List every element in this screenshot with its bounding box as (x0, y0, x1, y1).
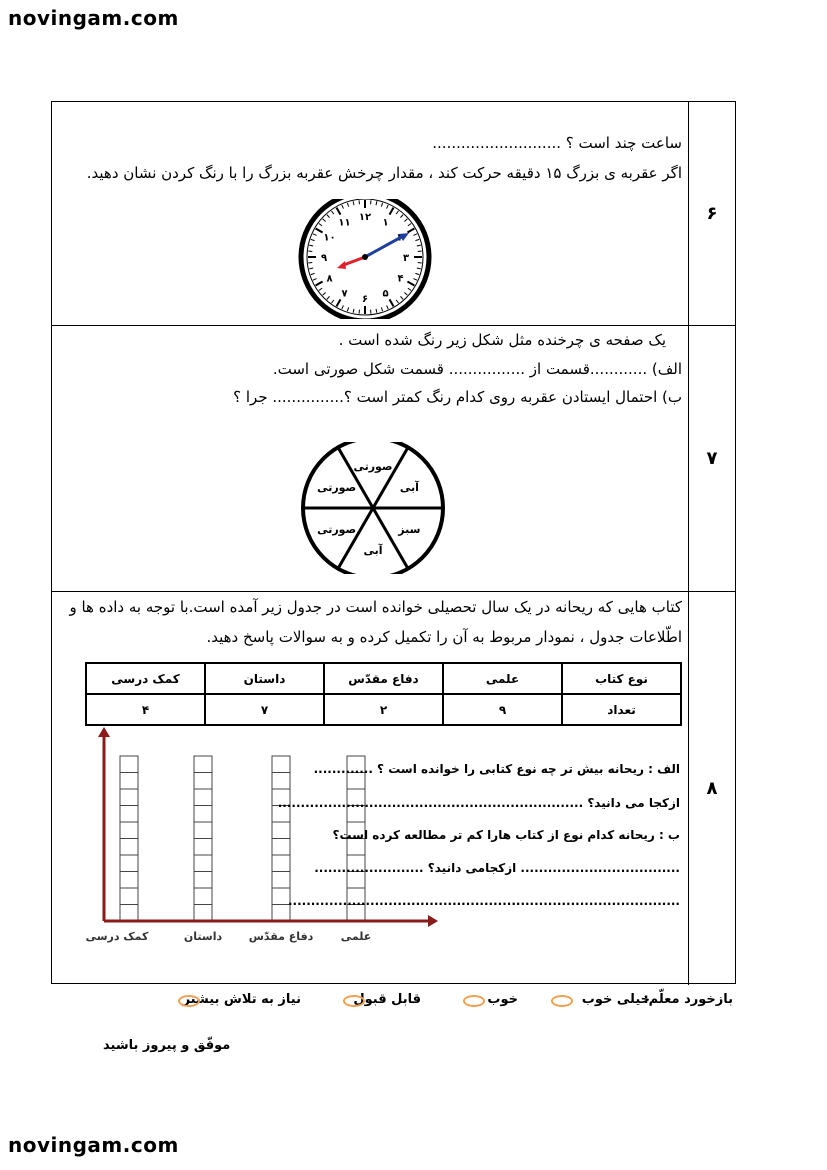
clock-numeral: ۹ (320, 253, 328, 264)
chart-cell[interactable] (194, 839, 212, 856)
question-row-6 (52, 102, 735, 326)
exam-table (51, 101, 736, 984)
clock-numeral: ۸ (326, 273, 333, 285)
clock-numeral: ۶ (361, 294, 369, 305)
question-row-8 (52, 592, 735, 985)
chart-cell[interactable] (272, 773, 290, 790)
feedback-label: بازخورد معلّم: (643, 992, 733, 1007)
spinner-label: آبی (363, 544, 383, 557)
clock-numeral: ۴ (397, 273, 404, 285)
watermark-top: novingam.com (8, 6, 179, 30)
chart-cell[interactable] (120, 855, 138, 872)
chart-cell[interactable] (194, 756, 212, 773)
q8-line1: کتاب هایی که ریحانه در یک سال تحصیلی خوانده است در جدول زیر آمده است.با توجه به داده ها و (69, 598, 682, 616)
teacher-feedback (0, 990, 827, 1014)
question-7-number: ۷ (688, 326, 735, 591)
q6-line2: اگر عقربه ی بزرگ ۱۵ دقیقه حرکت کند ، مقدار چرخش عقربه بزرگ را با رنگ کردن نشان دهید. (86, 164, 682, 182)
chart-category-label: داستان (183, 930, 223, 943)
chart-cell[interactable] (194, 872, 212, 889)
table-cell: ۲ (324, 694, 443, 725)
clock-numeral: ۱۰ (323, 232, 336, 244)
chart-cell[interactable] (194, 789, 212, 806)
books-table (85, 662, 682, 726)
q8-question-a-why: ازکجا می دانید؟ ................................................................... (277, 796, 680, 810)
chart-cell[interactable] (272, 855, 290, 872)
feedback-option-needs-effort: نیاز به تلاش بیشتر (182, 992, 301, 1007)
question-row-7 (52, 326, 735, 592)
table-cell: کمک درسی (86, 663, 205, 694)
q8-question-b: ب : ریحانه کدام نوع از کتاب هارا کم تر مطالعه کرده است؟ (332, 828, 680, 842)
spinner-label: صورتی (317, 523, 357, 536)
table-cell: ۴ (86, 694, 205, 725)
clock-center (362, 254, 368, 260)
closing-message: موفّق و پیروز باشید (103, 1038, 231, 1053)
chart-cell[interactable] (194, 888, 212, 905)
spinner-label: آبی (399, 481, 419, 494)
clock-figure (297, 199, 437, 319)
question-6-body (52, 102, 688, 325)
chart-cell[interactable] (120, 806, 138, 823)
feedback-option-acceptable: قابل قبول (353, 992, 421, 1007)
question-7-body (52, 326, 688, 591)
chart-cell[interactable] (194, 806, 212, 823)
q8-question-b-why: ................................... ازکجامی دانید؟ ........................ (314, 861, 680, 875)
feedback-option-good: خوب (487, 992, 518, 1007)
table-cell: دفاع مقدّس (324, 663, 443, 694)
q8-answer-line: ...................................................................................... (287, 894, 680, 908)
chart-cell[interactable] (120, 839, 138, 856)
table-cell: نوع کتاب (562, 663, 681, 694)
chart-category-label: کمک درسی (85, 930, 149, 943)
chart-cell[interactable] (120, 822, 138, 839)
table-cell: داستان (205, 663, 324, 694)
clock-numeral: ۱۱ (338, 217, 351, 229)
chart-cell[interactable] (120, 773, 138, 790)
chart-y-arrow-icon (98, 727, 110, 737)
chart-cell[interactable] (194, 822, 212, 839)
clock-numeral: ۱۲ (358, 212, 372, 223)
q7-line3: ب) احتمال ایستادن عقربه روی کدام رنگ کمتر است ؟............... جرا ؟ (233, 388, 682, 406)
clock-numeral: ۳ (402, 253, 410, 264)
chart-category-label: علمی (340, 930, 372, 943)
chart-cell[interactable] (120, 888, 138, 905)
spinner-label: صورتی (353, 460, 393, 473)
spinner-label: سبز (398, 523, 421, 536)
chart-cell[interactable] (120, 789, 138, 806)
chart-cell[interactable] (272, 872, 290, 889)
chart-cell[interactable] (272, 822, 290, 839)
watermark-bottom: novingam.com (8, 1133, 179, 1157)
spinner-figure (295, 442, 455, 574)
chart-cell[interactable] (120, 905, 138, 922)
chart-labels (86, 930, 372, 943)
question-8-body (52, 592, 688, 985)
table-cell: تعداد (562, 694, 681, 725)
q7-line2: الف) ............قسمت از ................ قسمت شکل صورتی است. (272, 360, 682, 378)
clock-numeral: ۷ (341, 288, 348, 300)
feedback-option-very-good: خیلی خوب (581, 992, 650, 1007)
chart-x-arrow-icon (428, 915, 438, 927)
chart-cell[interactable] (194, 855, 212, 872)
table-cell: ۹ (443, 694, 562, 725)
q6-line1: ساعت چند است ؟ ........................... (432, 134, 682, 152)
feedback-oval-acceptable[interactable] (343, 995, 365, 1007)
feedback-oval-very-good[interactable] (551, 995, 573, 1007)
clock-numeral: ۱ (382, 217, 389, 229)
chart-cell[interactable] (272, 839, 290, 856)
q8-question-a: الف : ریحانه بیش تر چه نوع کتابی را خوانده است ؟ ............. (313, 762, 680, 776)
table-cell: ۷ (205, 694, 324, 725)
question-8-number: ۸ (688, 592, 735, 985)
chart-cell[interactable] (120, 756, 138, 773)
chart-category-label: دفاع مقدّس (248, 930, 314, 943)
chart-cell[interactable] (194, 773, 212, 790)
clock-numeral: ۵ (382, 288, 389, 300)
q8-line2: اطّلاعات جدول ، نمودار مربوط به آن را تکمیل کرده و به سوالات پاسخ دهید. (206, 628, 682, 646)
question-6-number: ۶ (688, 102, 735, 325)
feedback-oval-good[interactable] (463, 995, 485, 1007)
spinner-label: صورتی (317, 481, 357, 494)
q7-line1: یک صفحه ی چرخنده مثل شکل زیر رنگ شده است . (338, 331, 666, 349)
table-cell: علمی (443, 663, 562, 694)
books-table-value-row (86, 694, 681, 725)
chart-cell[interactable] (194, 905, 212, 922)
chart-cell[interactable] (120, 872, 138, 889)
books-table-header-row (86, 663, 681, 694)
feedback-oval-needs-effort[interactable] (178, 995, 200, 1007)
chart-cell[interactable] (272, 756, 290, 773)
